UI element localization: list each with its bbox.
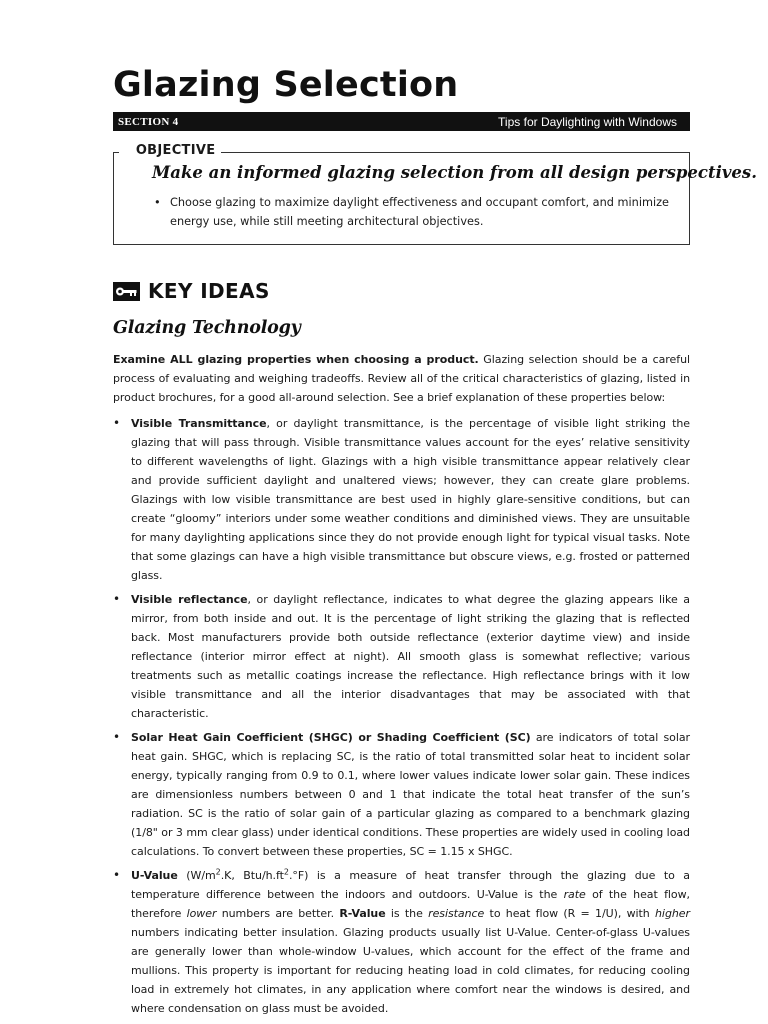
u-value-units-b: .K, Btu/h.ft bbox=[220, 869, 284, 882]
term-visible-reflectance: Visible reflectance bbox=[131, 593, 248, 606]
objective-bullet: • Choose glazing to maximize daylight effectiveness and occupant comfort, and minimize energy use, while still meeting architectural objectives. bbox=[154, 193, 671, 231]
u-value-units-a: (W/m bbox=[177, 869, 216, 882]
document-page bbox=[113, 62, 757, 1023]
list-item-visible-transmittance bbox=[113, 414, 690, 585]
objective-label bbox=[119, 141, 221, 161]
objective-label-text: OBJECTIVE bbox=[135, 143, 216, 158]
u-value-units-c: .°F) bbox=[288, 869, 309, 882]
list-item-shgc bbox=[113, 728, 690, 861]
term-visible-transmittance: Visible Transmittance bbox=[131, 417, 267, 430]
term-r-value: R-Value bbox=[339, 907, 386, 920]
page-title: Glazing Selection bbox=[113, 65, 459, 105]
text-visible-transmittance: , or daylight transmittance, is the percentage of visible light striking the glazing that will pass through. Visible transmittance values account for the eyes’ relative sensitivity to different wavelengths of light. Glazings with a high visible transmittance appear relatively clear and provide sufficient daylight and unaltered views; however, they can create glare problems. Glazings with low visible transmittance are best used in highly glare-sensitive conditions, but can create “gloomy” interiors under some weather conditions and diminished views. They are unsuitable for many daylighting applications since they do not provide enough light for typical visual tasks. Note that some glazings can have a high visible transmittance but obscure views, e.g. frosted or patterned glass. bbox=[131, 417, 690, 582]
u-value-em-lower: lower bbox=[186, 907, 217, 920]
u-value-sup-a: 2 bbox=[215, 867, 221, 877]
glazing-technology-subtitle: Glazing Technology bbox=[113, 318, 301, 338]
section-bar bbox=[113, 112, 690, 131]
intro-paragraph bbox=[113, 350, 690, 407]
text-visible-reflectance: , or daylight reflectance, indicates to what degree the glazing appears like a mirror, from both inside and out. It is the percentage of light striking the glazing that is reflected back. Most manufacturers provide both outside reflectance (exterior daytime view) and inside reflectance (interior mirror effect at night). All smooth glass is somewhat reflective; various treatments such as metallic coatings increase the reflectance. High reflectance brings with it low visible transmittance and all the interior disadvantages that may be associated with that characteristic. bbox=[131, 593, 691, 720]
section-tip: Tips for Daylighting with Windows bbox=[498, 114, 677, 129]
u-value-em-resistance: resistance bbox=[428, 907, 485, 920]
property-list bbox=[113, 414, 690, 1018]
u-value-text-b: of the heat flow, therefore bbox=[131, 888, 691, 920]
u-value-text-f: numbers indicating better insulation. Glazing products usually list U-Value. Center-of-glass U-values are generally lower than whole-window U-values, which account for the effect of the frame and mullions. This property is important for reducing heating load in cold climates, for reducing cooling load in extremely hot climates, in any application where comfort near the windows is desired, and where condensation on glass must be avoided. bbox=[131, 926, 690, 1015]
section-label: SECTION 4 bbox=[118, 115, 179, 128]
intro-lead: Examine ALL glazing properties when choosing a product. bbox=[113, 353, 479, 366]
term-u-value: U-Value bbox=[131, 869, 178, 882]
objective-box bbox=[113, 143, 757, 245]
u-value-text-d: is the bbox=[385, 907, 429, 920]
key-icon bbox=[113, 282, 140, 301]
intro-text: Glazing selection should be a careful process of evaluating and weighing tradeoffs. Review all of the critical characteristics of glazing, listed in product brochures, for a good all-around selection. See a brief explanation of these properties below: bbox=[113, 353, 690, 404]
list-item-u-value bbox=[113, 866, 690, 1018]
u-value-text-a: is a measure of heat transfer through the glazing due to a temperature difference between the indoors and outdoors. U-Value is the bbox=[131, 869, 690, 901]
u-value-sup-b: 2 bbox=[283, 867, 289, 877]
objective-heading: Make an informed glazing selection from all design perspectives. bbox=[152, 163, 757, 182]
u-value-em-rate: rate bbox=[563, 888, 586, 901]
u-value-em-higher: higher bbox=[655, 907, 690, 920]
u-value-text-c: numbers are better. bbox=[216, 907, 340, 920]
text-shgc: are indicators of total solar heat gain. SHGC, which is replacing SC, is the ratio of total transmitted solar heat to incident solar energy, typically ranging from 0.9 to 0.1, where lower values indicate lower solar gain. These indices are dimensionless numbers between 0 and 1 that indicate the total heat transfer of the sun’s radiation. SC is the ratio of solar gain of a particular glazing as compared to a benchmark glazing (1/8" or 3 mm clear glass) under identical conditions. These properties are widely used in cooling load calculations. To convert between these properties, SC = 1.15 x SHGC. bbox=[131, 731, 690, 858]
term-shgc: Solar Heat Gain Coefficient (SHGC) or Shading Coefficient (SC) bbox=[131, 731, 531, 744]
key-ideas-heading bbox=[113, 277, 690, 305]
list-item-visible-reflectance bbox=[113, 590, 690, 723]
objective-list bbox=[154, 193, 671, 231]
key-ideas-title: KEY IDEAS bbox=[148, 279, 270, 303]
u-value-text-e: to heat flow (R = 1/U), with bbox=[484, 907, 656, 920]
